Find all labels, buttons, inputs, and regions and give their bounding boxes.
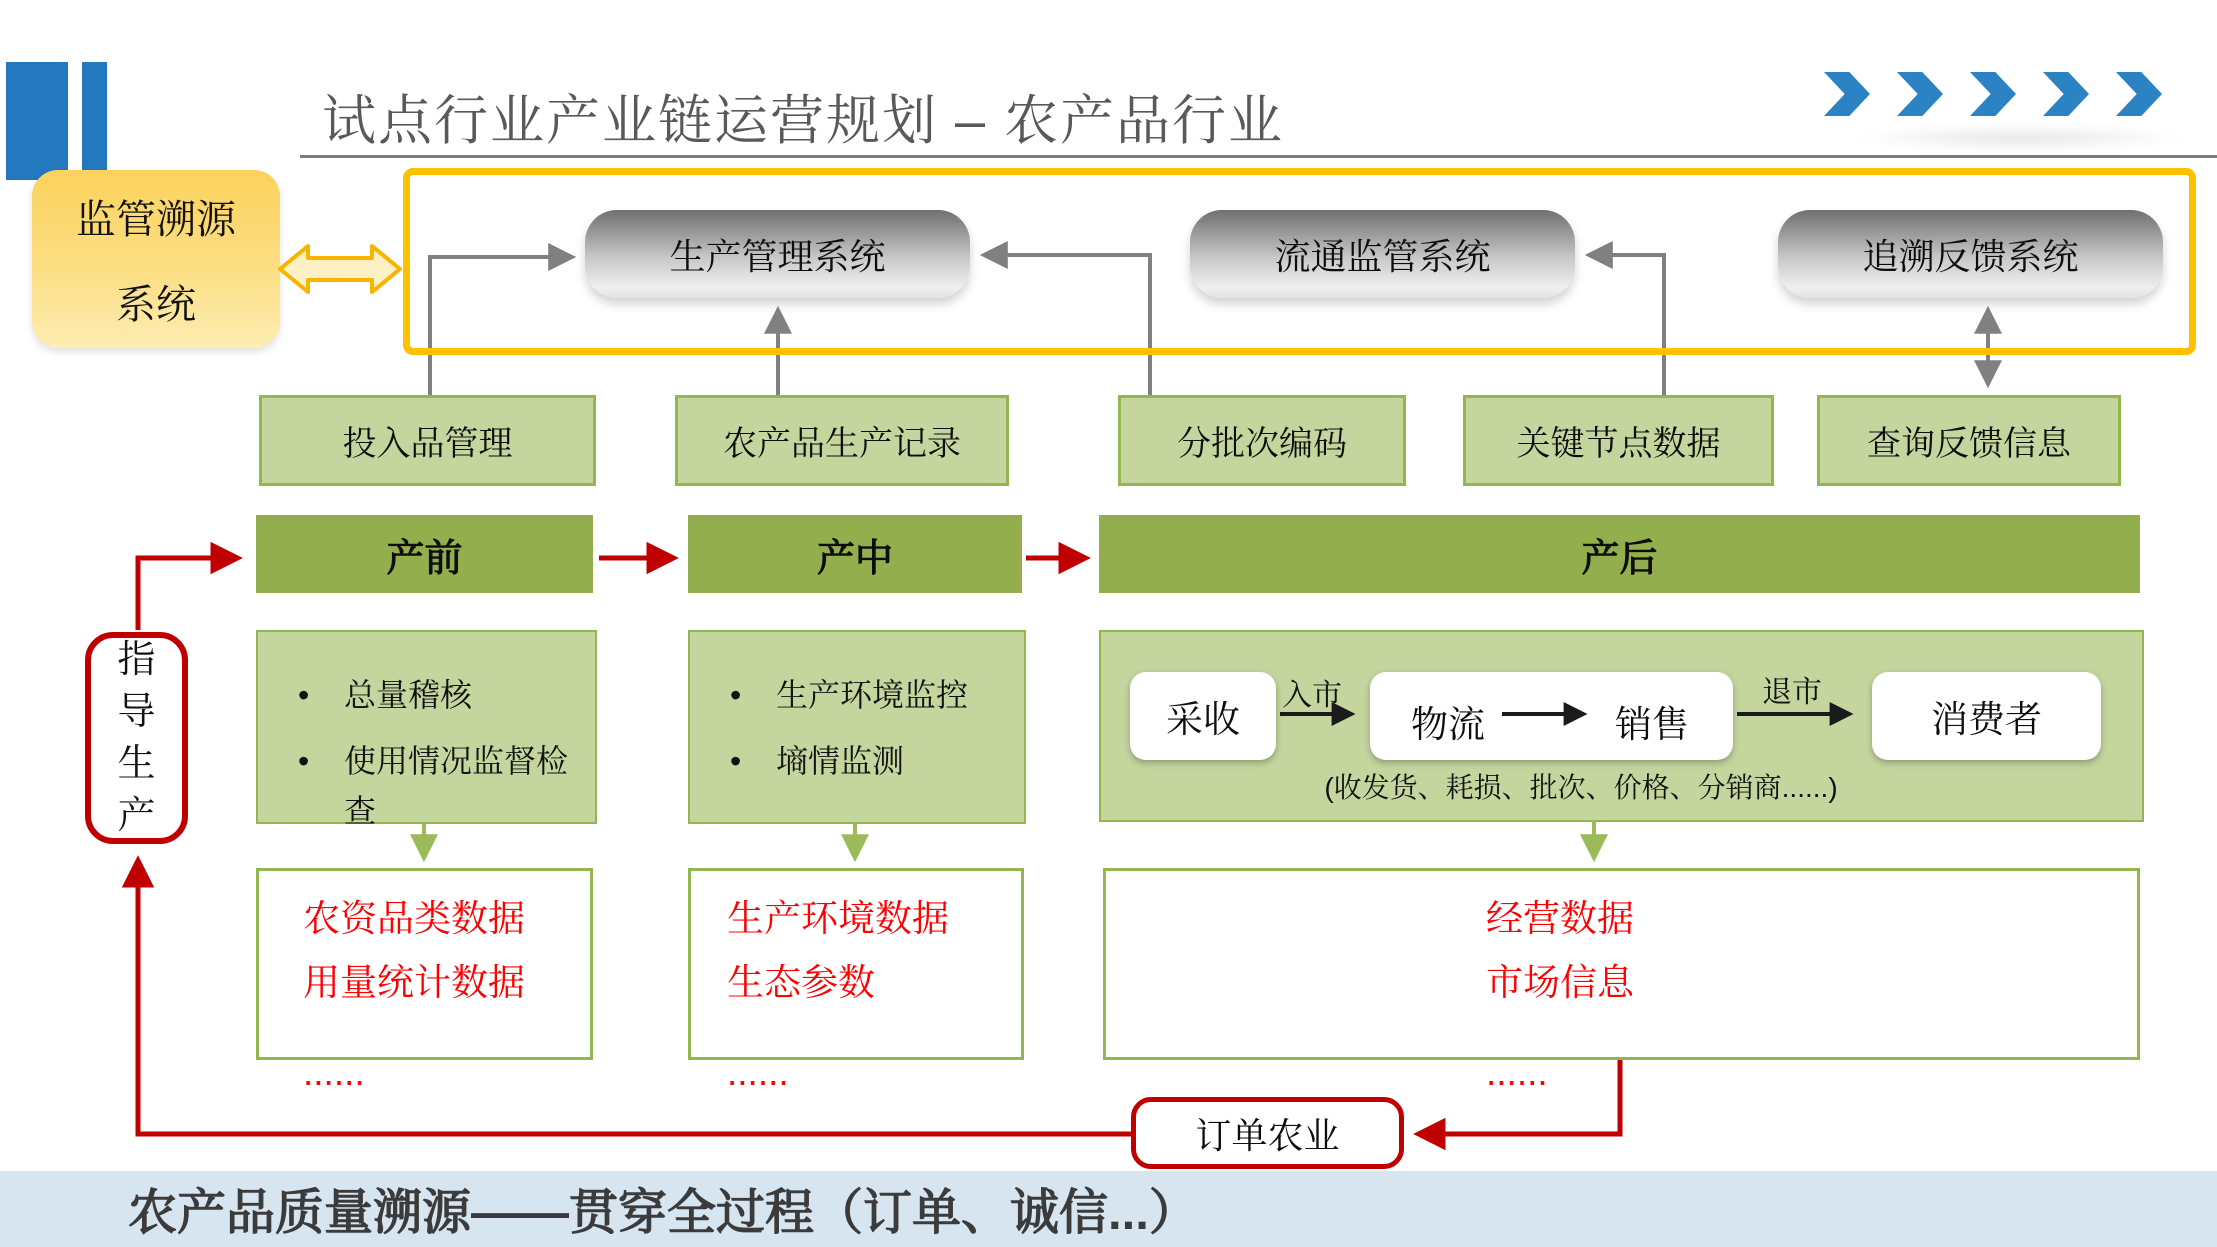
function-box-label: 投入品管理: [342, 425, 513, 463]
arrow-keynode-to-circulation-system: [1589, 255, 1664, 395]
guide-production-box: [85, 632, 188, 844]
data-line: ......: [1486, 1052, 1548, 1093]
bullet-item: • 墒情监测: [724, 736, 1024, 786]
flow-node-label: 采收: [1166, 699, 1240, 740]
data-box-post: [1103, 868, 2140, 1093]
chevron-icon: [1897, 72, 1943, 116]
chevron-strip: [1824, 72, 2162, 116]
supervision-system-box: [32, 170, 280, 348]
stage-body-mid: [688, 630, 1026, 824]
flow-caption: (收发货、耗损、批次、价格、分销商......): [1324, 772, 1838, 803]
flow-node-harvest: [1130, 672, 1276, 760]
system-box-trace-feedback: [1778, 210, 2163, 298]
guide-production-label: 指导生产: [117, 639, 156, 837]
system-box-label: 追溯反馈系统: [1862, 235, 2079, 277]
data-line: 用量统计数据: [303, 962, 525, 1003]
stage-header-post: [1099, 515, 2140, 593]
bullet-item: • 生产环境监控: [724, 670, 1024, 720]
chevron-icon: [2116, 72, 2162, 116]
stage-title: 产后: [1581, 537, 1658, 580]
data-line: 经营数据: [1486, 898, 1634, 939]
stage-title: 产前: [386, 537, 463, 580]
flow-label-enter: 入市: [1282, 679, 1342, 712]
bullet-item: • 总量稽核: [292, 670, 595, 720]
system-box-production: [585, 210, 970, 298]
arrow-guide-to-pre: [138, 558, 238, 630]
flow-node-logistics-sales: [1370, 672, 1733, 760]
flow-node-label: 销售: [1615, 704, 1689, 745]
system-box-label: 流通监管系统: [1274, 235, 1491, 277]
flow-node-label: 消费者: [1931, 699, 2042, 740]
bottom-banner: [0, 1171, 2217, 1247]
blue-deco-bar: [82, 62, 107, 180]
stage-header-mid: [688, 515, 1022, 593]
chevron-icon: [1970, 72, 2016, 116]
bottom-banner-text: 农产品质量溯源——贯穿全过程（订单、诚信...）: [128, 1186, 1198, 1240]
chevron-icon: [2043, 72, 2089, 116]
function-box-key-node-data: [1463, 395, 1774, 486]
function-box-label: 关键节点数据: [1516, 425, 1721, 463]
system-box-label: 生产管理系统: [669, 235, 886, 277]
chevron-shadow: [1850, 125, 2190, 151]
stage-bullets: [258, 632, 595, 836]
flow-node-label: 物流: [1411, 704, 1485, 745]
data-line: 生产环境数据: [727, 898, 949, 939]
flow-label-exit: 退市: [1762, 676, 1822, 709]
stage-body-pre: [256, 630, 597, 829]
function-box-label: 查询反馈信息: [1867, 425, 2071, 463]
stage-header-pre: [256, 515, 593, 593]
data-box-pre: [256, 868, 593, 1093]
order-agriculture-box: [1131, 1097, 1404, 1169]
flow-node-consumer: [1872, 672, 2101, 760]
data-line: ......: [303, 1052, 365, 1093]
bullet-item: • 使用情况监督检查: [292, 736, 595, 836]
data-box-mid: [688, 868, 1024, 1093]
chevron-icon: [1824, 72, 1870, 116]
function-box-inputs: [259, 395, 596, 486]
stage-body-post: [1099, 630, 2144, 822]
data-line: 市场信息: [1486, 962, 1634, 1003]
data-line: ......: [727, 1052, 789, 1093]
data-line: 农资品类数据: [303, 898, 525, 939]
green-arrows: [424, 820, 1594, 858]
supervision-system-line2: 系统: [116, 283, 196, 327]
arrow-inputs-to-production-system: [430, 257, 572, 395]
function-box-batch-coding: [1118, 395, 1406, 486]
stage-title: 产中: [816, 537, 893, 580]
order-agriculture-label: 订单农业: [1195, 1114, 1340, 1156]
page-title: 试点行业产业链运营规划 – 农产品行业: [322, 91, 1285, 151]
supervision-system-line1: 监管溯源: [76, 198, 236, 242]
blue-deco-rect: [6, 62, 68, 180]
arrow-batch-to-production-system: [984, 255, 1150, 395]
system-box-circulation: [1190, 210, 1575, 298]
title-underline: [300, 155, 2217, 158]
function-box-query-feedback: [1817, 395, 2121, 486]
function-box-label: 分批次编码: [1177, 425, 1347, 463]
yellow-double-arrow: [280, 246, 400, 292]
function-box-production-record: [675, 395, 1009, 486]
stage-bullets: [690, 632, 1024, 786]
data-line: 生态参数: [727, 962, 875, 1003]
function-box-label: 农产品生产记录: [723, 425, 961, 463]
